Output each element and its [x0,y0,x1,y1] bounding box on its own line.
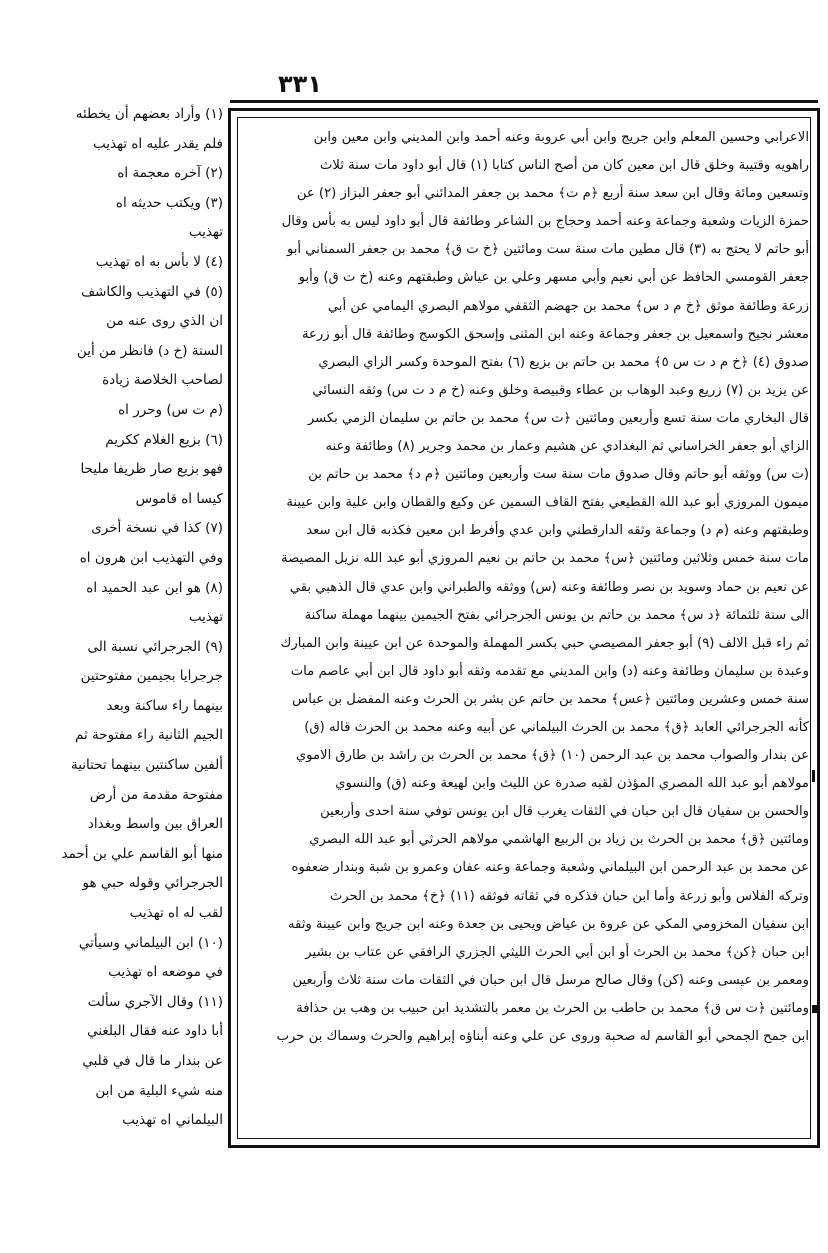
footnote-line: عن بندار ما قال في قلبي [82,1053,223,1069]
main-text-line: الى سنة ثلثمائة ﴿د س﴾ محمد بن حاتم بن يونس الجرجرائي بفتح الجيمين بينهما مهملة ساكنة [304,607,809,623]
main-text-line: أبو حاتم لا يحتج به (٣) قال مطين مات سنة ست ومائتين ﴿خ ت ق﴾ محمد بن جعفر السمناني أبو [286,242,809,258]
margin-mark [812,770,815,782]
footnote-line: (م ت س) وحرر اه [118,401,223,418]
footnote-line: (٤) لا بأس به اه تهذيب [95,253,223,270]
main-text-line: وتركه الفلاس وأبو زرعة وأما ابن حبان فذكره في ثقاته فوثقه (١١) ﴿خ﴾ محمد بن الحرث [329,888,809,904]
main-text-line: صدوق (٤) ﴿خ م د ت س ٥﴾ محمد بن حاتم بن بزيع (٦) بفتح الموحدة وكسر الزاي البصري [318,354,809,370]
page-number: ٣٣١ [278,70,322,98]
main-text-line: حمزة الزيات وشعبة وجماعة وعنه أحمد وحجاج بن الشاعر وطائفة قال أبو داود ليس به بأس وقال [281,214,809,230]
main-text-line: عن محمد بن عبد الرحمن ابن البيلماني وشعبة وجماعة وعنه عفان وعمرو بن شبة وبندار ضعفوه [291,860,809,876]
footnote-line: الجيم الثانية راء مفتوحة ثم [75,727,223,744]
footnote-line: وفي التهذيب ابن هرون اه [79,549,223,566]
main-text-line: ومعمر بن عيسى وعنه (كن) وقال صالح مرسل قال ابن حبان في الثقات مات سنة ثلاث وأربعين [292,972,809,988]
footnote-line: البيلماني اه تهذيب [122,1112,223,1129]
main-text-line: جعفر القومسي الحافظ عن أبي نعيم وأبي مسهر وعلي بن عياش وطبقتهم وعنه (خ ت ق) وأبو [298,270,809,286]
footnote-line: كيسا اه قاموس [135,490,223,507]
main-text-line: مات سنة خمس وثلاثين ومائتين ﴿س﴾ محمد بن حاتم بن نعيم المروزي أبو عبد الله نزيل المصيصة [281,551,809,567]
footnote-line: منها أبو القاسم علي بن أحمد [61,845,223,862]
footnote-line: (٣) ويكتب حديثه اه [115,194,223,211]
footnote-line: في موضعه اه تهذيب [108,964,223,981]
footnote-line: جرجرايا بجيمين مفتوحتين [80,668,223,685]
main-text-line: راهويه وقتيبة وخلق قال ابن معين كان من أصح الناس كتابا (١) قال أبو داود مات سنة ثلاث [319,158,809,174]
footnote-line: (٥) في التهذيب والكاشف [81,283,223,300]
main-text-line: مولاهم أبو عبد الله المصري المؤذن لقبه صدرة عن الليث وابن لهيعة وعنه (ق) والنسوي [335,776,809,792]
footnote-line: تهذيب [188,609,223,626]
main-text-line: الاعرابي وحسين المعلم وابن جريج وابن أبي عروبة وعنه أحمد وابن المديني وابن معين وابن [313,130,809,145]
footnote-line: ان الذي روى عنه من [106,313,223,330]
footnote-line: بينهما راء ساكنة وبعد [106,697,223,714]
footnote-line: (٢) آخره معجمة اه [117,165,223,182]
footnote-line: تهذيب [188,224,223,241]
main-text-line: عن نعيم بن حماد وسويد بن نصر وطائفة وعنه (س) ووثقه والطبراني وابن عدي قال الذهبي بقي [289,579,809,595]
main-text-line: الزاي أبو جعفر الخراساني ثم البغدادي عن هشيم وعمار بن محمد وجرير (٨) وطائفة وعنه [325,439,809,455]
footnote-line: لقب له اه تهذيب [129,905,223,922]
main-text-line: عن يزيد بن (٧) زريع وعبد الوهاب بن عطاء وقبيصة وخلق وعنه (خ م د ت س) وثقه النسائي [312,382,809,398]
main-text-line: ثم راء قبل الالف (٩) أبو جعفر المصيصي حبي بكسر المهملة والموحدة عن ابن عيينة وابن المبارك [280,635,809,651]
footnote-line: أبا داود عنه فقال البلغني [87,1023,223,1040]
footnote-line: (١٠) ابن البيلماني وسيأتي [78,934,223,951]
main-text-line: زرعة وطائفة موثق ﴿خ م د س﴾ محمد بن جهضم الثقفي مولاهم البصري اليمامي عن أبي [327,298,809,314]
main-text-line: كأنه الجرجرائي العابد ﴿ق﴾ محمد بن الحرث البيلماني عن أبيه وعنه محمد بن الحرث قاله (ق) [304,719,809,735]
main-text-line: قال البخاري مات سنة تسع وأربعين ومائتين ﴿ت س﴾ محمد بن حاتم بن سليمان الزمي بكسر [307,410,809,426]
main-text-line: وطبقتهم وعنه (م د) وجماعة وثقه الدارقطني وابن عدي وأفرط ابن معين فكذبه قال ابن سعد [306,523,809,539]
main-text-line: وعبدة بن سليمان وطائفة وعنه (د) وابن المديني مع تقدمه وثقه أبو داود قال ابن أبي عاصم مات [290,663,809,679]
main-text-line: (ت س) ووثقه أبو حاتم وقال صدوق مات سنة ست وأربعين ومائتين ﴿م د﴾ محمد بن حاتم بن [308,467,809,483]
footnote-line: (٩) الجرجرائي نسبة الى [87,638,223,655]
footnote-line: العراق بين واسط وبغداد [87,816,223,833]
main-text-line: وتسعين ومائة وقال ابن سعد سنة أربع ﴿م ت﴾ محمد بن جعفر المدائني أبو جعفر البزاز (٢) عن [296,186,809,202]
footnote-line: مفتوحة مقدمة من أرض [89,786,223,803]
footnote-line: (٦) بزيع الغلام ككريم [105,431,223,448]
main-text-line: معشر نجيح واسمعيل بن جعفر وجماعة وعنه ابن المثنى وإسحق الكوسج وطائفة قال أبو زرعة [301,326,809,342]
main-text-line: ومائتين ﴿ق﴾ محمد بن الحرث بن زياد بن الربيع الهاشمي مولاهم الحرثي أبو عبد الله البصري [309,832,809,848]
main-text-line: ابن جمح الجمحي أبو القاسم له صحبة وروى عن علي وعنه أبناؤه إبراهيم والحرث وسماك بن حرب [276,1029,809,1044]
main-text-line: عن بندار والصواب محمد بن عبد الرحمن (١٠) ﴿ق﴾ محمد بن الحرث بن راشد بن طارق الاموي [295,748,809,764]
footnote-line: (١) وأراد بعضهم أن يخطئه [75,106,223,122]
main-text-line: ميمون المروزي أبو عبد الله القطيعي بفتح القاف السمين عن وكيع والقطان وابن علية وابن عيينة [286,495,809,511]
main-text-line: سنة خمس وعشرين ومائتين ﴿عس﴾ محمد بن حاتم عن بشر بن الحرث وعنه المفضل بن عباس [292,691,809,707]
footnote-line: (١١) وقال الآجري سألت [87,993,223,1010]
footnote-line: لصاحب الخلاصة زيادة [102,372,223,389]
main-text-column [244,124,809,1136]
margin-mark [812,1005,820,1013]
top-rule [230,100,818,103]
main-text-line: والحسن بن سفيان قال ابن حبان في الثقات يغرب قال ابن يونس توفي سنة احدى وأربعين [320,804,809,820]
footnote-line: الستة (خ د) فانظر من أين [76,342,223,359]
footnote-line: فهو بزيع صار ظريفا مليحا [80,461,223,478]
footnote-line: ألفين ساكنتين بينهما تحتانية [70,757,223,774]
footnote-line: (٧) كذا في نسخة أخرى [91,520,223,537]
main-text-line: ومائتين ﴿ت س ق﴾ محمد بن حاطب بن الحرث بن معمر بالتشديد ابن حبيب بن وهب بن حذافة [296,1000,809,1016]
footnote-line: الجرجرائي وقوله حبي هو [82,875,223,892]
main-text-line: ابن حبان ﴿كن﴾ محمد بن الحرث أو ابن أبي الحرث الليثي الجزري الرافقي عن عتاب بن بشير [305,944,809,960]
footnote-line: منه شيء البلية من ابن [95,1082,223,1099]
footnote-line: (٨) هو ابن عبد الحميد اه [86,579,223,596]
footnote-line: فلم يقدر عليه اه تهذيب [92,135,223,152]
main-text-line: ابن سفيان المخزومي المكي عن عروة بن عياض ويحيى بن جعدة وعنه ابن جريج وابن عيينة وثقه [287,916,809,932]
marginal-notes-column [8,100,223,1150]
